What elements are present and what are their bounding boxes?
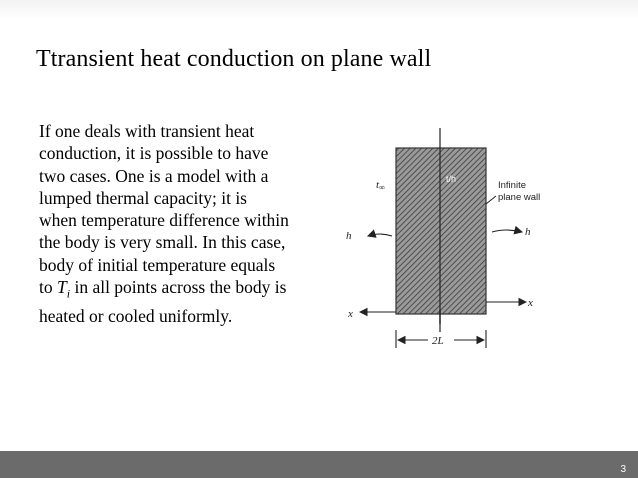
- top-gradient-band: [0, 0, 638, 20]
- body-paragraph: [39, 120, 289, 327]
- variable-ti: $T_i$: [57, 277, 71, 301]
- h-left-arrow: [368, 234, 392, 236]
- plane-wall-label: plane wall: [498, 192, 541, 203]
- center-label: t/h: [446, 174, 457, 184]
- label-pointer: [486, 196, 496, 204]
- x-left-label: x: [348, 308, 353, 320]
- page-number: 3: [620, 464, 626, 475]
- dimension-label: 2L: [432, 335, 444, 347]
- plane-wall-diagram: [336, 120, 572, 362]
- paragraph-part-1: If one deals with transient heat conduction, it is possible to have two cases. One is a model with a lumped thermal capacity; it is when temperature difference within the body is very small. In this case, body of initial temperature equals to: [39, 121, 289, 298]
- paragraph-part-2: in all points across the body is heated or cooled uniformly.: [39, 277, 287, 326]
- infinite-label: Infinite: [498, 180, 526, 191]
- h-right-label: h: [525, 226, 531, 238]
- slide-title: Ttransient heat conduction on plane wall: [36, 46, 432, 72]
- footer-bar: [0, 451, 638, 478]
- h-left-label: h: [346, 230, 352, 242]
- t-infinity-label: t∞: [376, 179, 385, 192]
- h-right-arrow: [492, 230, 522, 232]
- x-right-label: x: [528, 297, 533, 309]
- wall-slab: [396, 148, 486, 314]
